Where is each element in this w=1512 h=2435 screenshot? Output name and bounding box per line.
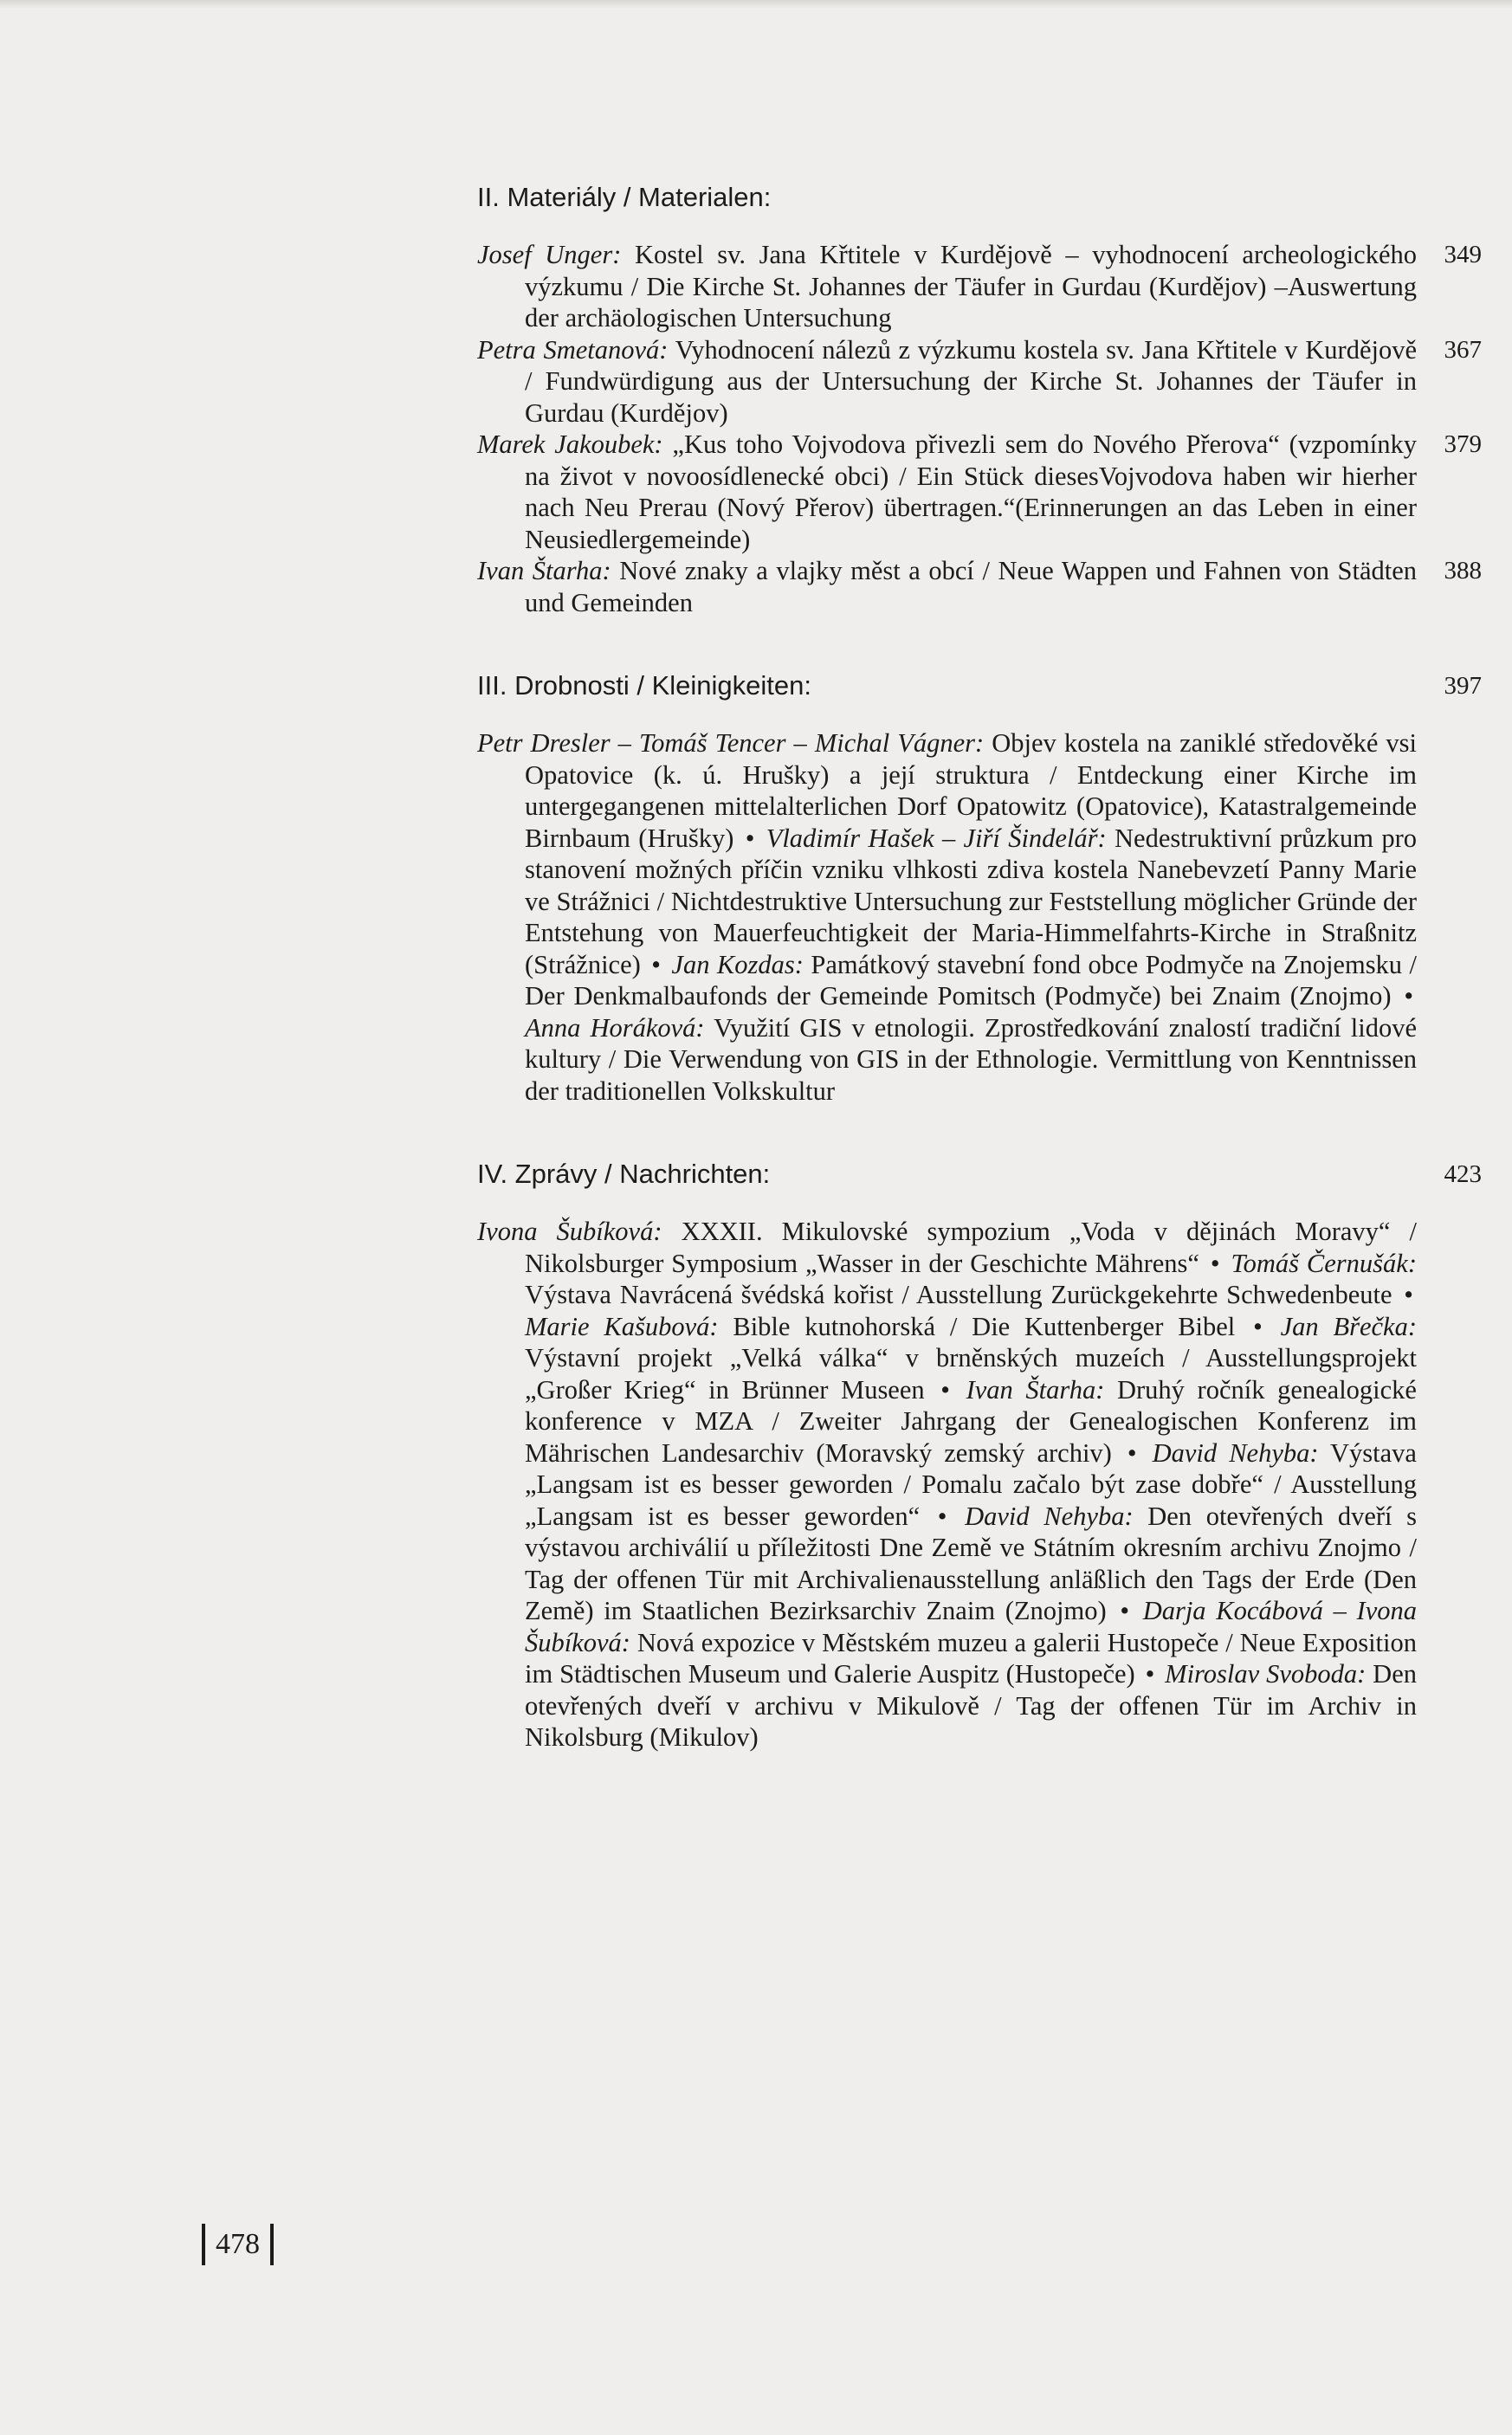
entry-title: Objev kostela na zaniklé středověké vsi Opatovice (k. ú. Hrušky) a její struktura / Entdeckung einer Kirche im untergegangenen mittelalterlichen Dorf Opatowitz (Opatovice), Katastralgemeinde Birnbaum (Hrušky) bbox=[525, 728, 1418, 853]
section-page-number: 397 bbox=[1444, 672, 1482, 700]
entry-author: Tomáš Černušák: bbox=[1231, 1248, 1417, 1278]
section-heading bbox=[477, 1159, 1482, 1190]
bullet-separator: • bbox=[643, 949, 669, 979]
section-heading bbox=[477, 182, 1482, 213]
section-page-number: 423 bbox=[1444, 1160, 1482, 1188]
bullet-separator: • bbox=[927, 1374, 963, 1405]
entry-author: Petra Smetanová: bbox=[477, 334, 669, 365]
bullet-separator: • bbox=[1115, 1437, 1149, 1468]
entry-text bbox=[477, 555, 1417, 618]
entry-author: Marek Jakoubek: bbox=[477, 430, 663, 459]
entry-title: Výstava „Langsam ist es besser geworden / Pomalu začalo být zase dobře“ / Ausstellung „Langsam ist es besser geworden“ bbox=[525, 1437, 1417, 1531]
entry-text bbox=[477, 239, 1417, 334]
bullet-separator: • bbox=[1395, 1280, 1413, 1309]
entry-author: Josef Unger: bbox=[477, 240, 622, 269]
bullet-separator: • bbox=[737, 823, 763, 853]
toc-section bbox=[477, 1159, 1482, 1754]
entry-text bbox=[477, 429, 1417, 555]
toc-entry bbox=[477, 555, 1482, 618]
entry-title: Nová expozice v Městském muzeu a galerii Hustopeče / Neue Exposition im Städtischen Museum und Galerie Auspitz (Hustopeče) bbox=[525, 1627, 1417, 1689]
folio-number: 478 bbox=[216, 2228, 260, 2260]
bullet-separator: • bbox=[923, 1501, 962, 1531]
entry-page-number: 388 bbox=[1444, 557, 1482, 585]
page-edge bbox=[0, 0, 1512, 9]
page-folio bbox=[202, 2224, 274, 2265]
entry-title: Památkový stavební fond obce Podmyče na Znojemsku / Der Denkmalbaufonds der Gemeinde Pomitsch (Podmyče) bei Znaim (Znojmo) bbox=[525, 949, 1417, 1011]
entry-page-number: 349 bbox=[1444, 241, 1482, 268]
toc-entry bbox=[477, 239, 1482, 334]
entry-text bbox=[477, 727, 1417, 1107]
bullet-separator: • bbox=[1202, 1248, 1228, 1278]
entry-author: Petr Dresler – Tomáš Tencer – Michal Vágner: bbox=[477, 728, 985, 758]
entry-author: Miroslav Svoboda: bbox=[1165, 1659, 1367, 1689]
entry-author: Ivona Šubíková: bbox=[477, 1217, 662, 1246]
entry-title: Využití GIS v etnologii. Zprostředkování znalostí tradiční lidové kultury / Die Verwendung von GIS in der Ethnologie. Vermittlung von Kenntnissen der traditionellen Volkskultur bbox=[525, 1012, 1417, 1106]
entry-page-number: 367 bbox=[1444, 335, 1482, 364]
entry-author: Anna Horáková: bbox=[525, 1012, 705, 1043]
entry-title: Nové znaky a vlajky měst a obcí / Neue Wappen und Fahnen von Städten und Gemeinden bbox=[525, 556, 1417, 617]
entry-title: Den otevřených dveří s výstavou archiválií u příležitosti Dne Země ve Státním okresním archivu Znojmo / Tag der offenen Tür mit Archivalienausstellung anläßlich den Tags der Erde (Den Země) im Staatlichen Bezirksarchiv Znaim (Znojmo) bbox=[525, 1501, 1418, 1625]
toc-entry bbox=[477, 1216, 1482, 1754]
bullet-separator: • bbox=[1238, 1311, 1277, 1341]
entry-author: David Nehyba: bbox=[1152, 1437, 1319, 1468]
entry-title: „Kus toho Vojvodova přivezli sem do Nového Přerova“ (vzpomínky na život v novoosídlenecké obci) / Ein Stück diesesVojvodova haben wir hierher nach Neu Prerau (Nový Přerov) übertragen.“(Erinnerungen an das Leben in einer Neusiedlergemeinde) bbox=[525, 430, 1417, 554]
section-title: III. Drobnosti / Kleinigkeiten: bbox=[477, 670, 811, 701]
entry-title: Druhý ročník genealogické konference v MZA / Zweiter Jahrgang der Genealogischen Konferenz im Mährischen Landesarchiv (Moravský zemský archiv) bbox=[525, 1374, 1417, 1468]
entry-text bbox=[477, 1216, 1417, 1754]
entry-author: Jan Kozdas: bbox=[671, 949, 804, 979]
entry-title: Den otevřených dveří v archivu v Mikulově / Tag der offenen Tür im Archiv in Nikolsburg (Mikulov) bbox=[525, 1659, 1417, 1752]
entry-title: Kostel sv. Jana Křtitele v Kurdějově – vyhodnocení archeologického výzkumu / Die Kirche St. Johannes der Täufer in Gurdau (Kurdějov) –Auswertung der archäologischen Untersuchung bbox=[525, 240, 1417, 333]
bullet-separator: • bbox=[1394, 981, 1414, 1011]
folio-right-rule bbox=[270, 2224, 274, 2265]
table-of-contents bbox=[477, 182, 1482, 1805]
entry-author: Darja Kocábová – Ivona Šubíková: bbox=[525, 1596, 1417, 1657]
entry-author: Marie Kašubová: bbox=[525, 1311, 719, 1341]
entry-title: Výstava Navrácená švédská kořist / Ausstellung Zurückgekehrte Schwedenbeute bbox=[525, 1280, 1392, 1309]
section-title: II. Materiály / Materialen: bbox=[477, 182, 772, 212]
entry-text bbox=[477, 334, 1417, 430]
section-title: IV. Zprávy / Nachrichten: bbox=[477, 1159, 771, 1189]
entry-author: Jan Břečka: bbox=[1280, 1311, 1417, 1341]
entry-title: Bible kutnohorská / Die Kuttenberger Bibel bbox=[718, 1311, 1236, 1341]
entry-title: Výstavní projekt „Velká válka“ v brněnských muzeích / Ausstellungsprojekt „Großer Krieg“ in Brünner Museen bbox=[525, 1343, 1417, 1405]
entry-author: David Nehyba: bbox=[965, 1501, 1134, 1531]
entry-title: Nedestruktivní průzkum pro stanovení možných příčin vzniku vlhkosti zdiva kostela Nanebevzetí Panny Marie ve Strážnici / Nichtdestruktive Untersuchung zur Feststellung möglicher Gründe der Entstehung von Mauerfeuchtigkeit der Maria-Himmelfahrts-Kirche in Straßnitz (Strážnice) bbox=[525, 823, 1417, 979]
entry-page-number: 379 bbox=[1444, 430, 1482, 458]
entry-author: Vladimír Hašek – Jiří Šindelář: bbox=[766, 823, 1107, 853]
toc-entry bbox=[477, 727, 1482, 1107]
toc-entry bbox=[477, 334, 1482, 430]
bullet-separator: • bbox=[1109, 1596, 1140, 1625]
toc-section bbox=[477, 182, 1482, 618]
entry-author: Ivan Štarha: bbox=[966, 1374, 1105, 1405]
toc-entry bbox=[477, 429, 1482, 555]
entry-title: XXXII. Mikulovské sympozium „Voda v dějinách Moravy“ / Nikolsburger Symposium „Wasser in der Geschichte Mährens“ bbox=[525, 1217, 1417, 1278]
bullet-separator: • bbox=[1138, 1659, 1162, 1689]
entry-title: Vyhodnocení nálezů z výzkumu kostela sv. Jana Křtitele v Kurdějově / Fundwürdigung aus der Untersuchung der Kirche St. Johannes der Täufer in Gurdau (Kurdějov) bbox=[525, 334, 1417, 428]
entry-author: Ivan Štarha: bbox=[477, 556, 611, 585]
toc-section bbox=[477, 670, 1482, 1107]
section-heading bbox=[477, 670, 1482, 701]
